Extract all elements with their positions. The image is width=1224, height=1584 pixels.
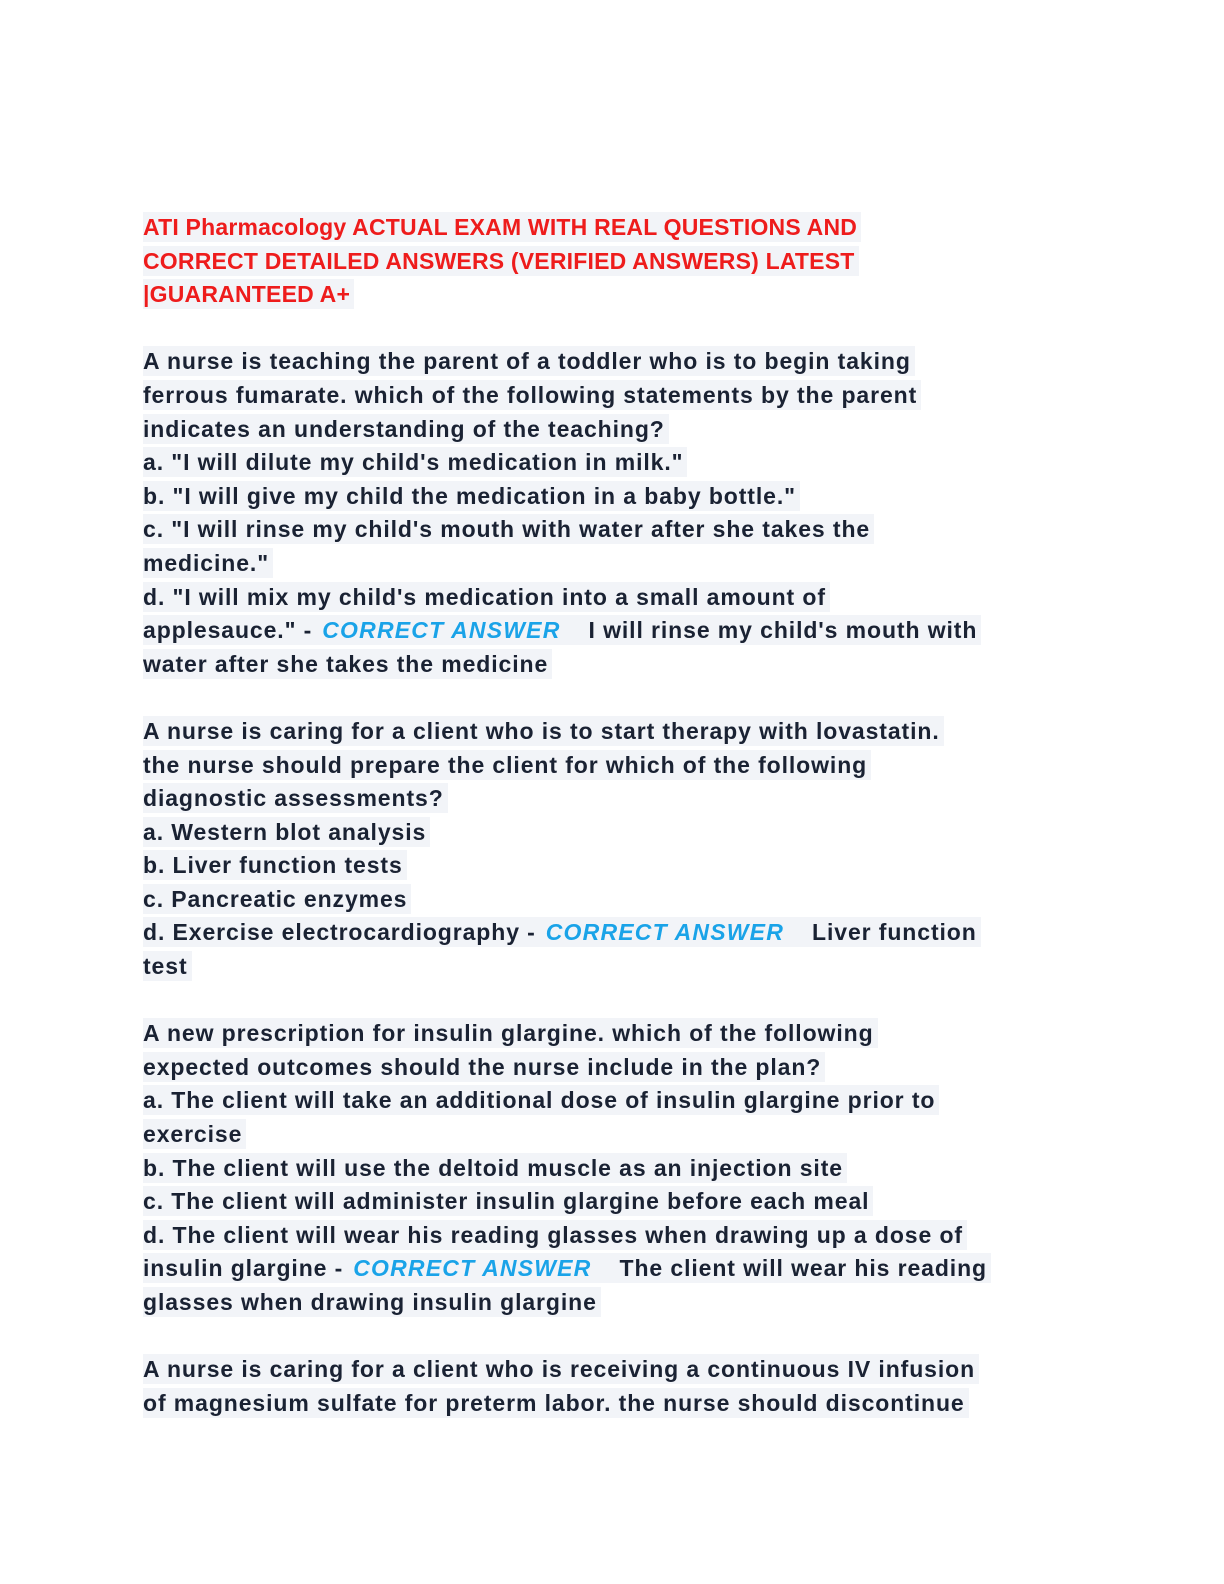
answer-line [143,917,981,947]
title-line: CORRECT DETAILED ANSWERS (VERIFIED ANSWERS) LATEST [143,246,859,276]
answer-text: The client will wear his reading [619,1255,987,1282]
option-d: d. Exercise electrocardiography - [143,919,536,946]
option-d-cont: applesauce." - [143,617,313,644]
answer-text-cont: glasses when drawing insulin glargine [143,1287,601,1317]
option-b: b. "I will give my child the medication in a baby bottle." [143,481,800,511]
option-a: a. The client will take an additional dose of insulin glargine prior to [143,1085,939,1115]
question-block-2 [143,715,1083,984]
question-text: diagnostic assessments? [143,783,448,813]
option-a-cont: exercise [143,1119,246,1149]
question-block-4 [143,1353,1083,1420]
correct-answer-label: CORRECT ANSWER [322,617,561,644]
option-d-cont: insulin glargine - [143,1255,344,1282]
answer-text-cont: test [143,951,192,981]
question-text: expected outcomes should the nurse include in the plan? [143,1052,825,1082]
question-text: A new prescription for insulin glargine. which of the following [143,1018,878,1048]
question-text: A nurse is caring for a client who is to start therapy with lovastatin. [143,716,944,746]
option-c: c. "I will rinse my child's mouth with water after she takes the [143,514,874,544]
document-content [143,211,1083,1420]
question-text: A nurse is caring for a client who is receiving a continuous IV infusion [143,1354,979,1384]
option-b: b. The client will use the deltoid muscle as an injection site [143,1153,847,1183]
question-text: the nurse should prepare the client for which of the following [143,750,871,780]
title-line: |GUARANTEED A+ [143,279,354,309]
question-text: indicates an understanding of the teaching? [143,414,669,444]
option-c: c. Pancreatic enzymes [143,884,411,914]
question-block-1 [143,345,1083,681]
answer-text-cont: water after she takes the medicine [143,649,552,679]
question-block-3 [143,1017,1083,1319]
document-title [143,211,1083,312]
option-c: c. The client will administer insulin glargine before each meal [143,1186,873,1216]
answer-text: Liver function [812,919,977,946]
answer-line [143,1253,991,1283]
correct-answer-label: CORRECT ANSWER [545,919,785,946]
option-d: d. "I will mix my child's medication into a small amount of [143,582,830,612]
question-text: A nurse is teaching the parent of a toddler who is to begin taking [143,346,915,376]
question-text: ferrous fumarate. which of the following statements by the parent [143,380,921,410]
option-a: a. Western blot analysis [143,817,430,847]
answer-line [143,615,981,645]
title-line: ATI Pharmacology ACTUAL EXAM WITH REAL QUESTIONS AND [143,212,861,242]
question-text: of magnesium sulfate for preterm labor. the nurse should discontinue [143,1388,969,1418]
correct-answer-label: CORRECT ANSWER [353,1255,592,1282]
option-a: a. "I will dilute my child's medication in milk." [143,447,687,477]
option-c-cont: medicine." [143,548,273,578]
answer-text: I will rinse my child's mouth with [588,617,978,644]
option-d: d. The client will wear his reading glasses when drawing up a dose of [143,1220,967,1250]
option-b: b. Liver function tests [143,850,407,880]
